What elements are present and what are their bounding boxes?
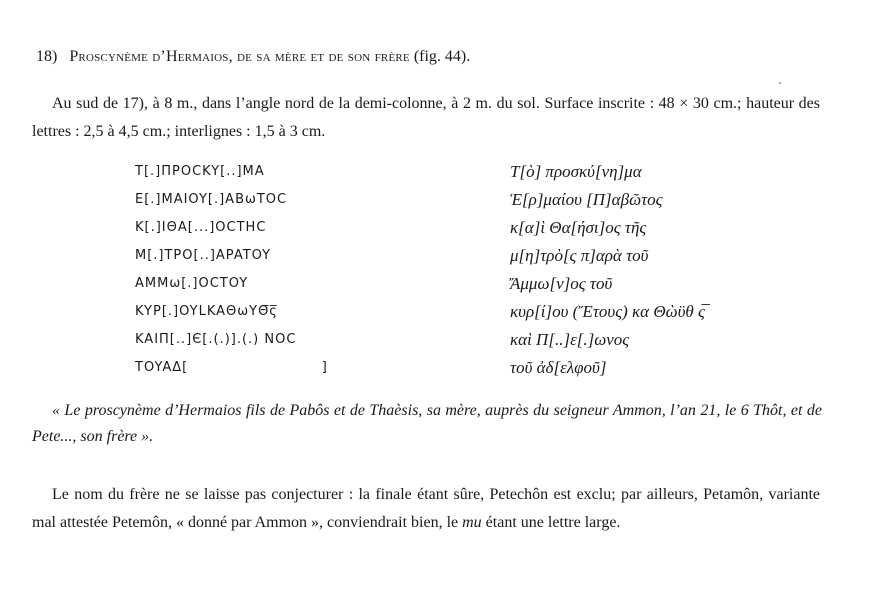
transcription-line-right: μ[η]τρὸ[ς π]αρὰ τοῦ — [510, 246, 649, 265]
section-title: Proscynème d’Hermaios, de sa mère et de son frère — [69, 48, 410, 65]
inscription-line-left: M[.]TPO[..]APATOY — [135, 248, 272, 263]
inscription-line-left: KYP[.]OYLKAΘωYΘ̅ς̅ — [135, 304, 278, 319]
commentary-mu: mu — [462, 514, 482, 531]
translation-text: « Le proscynème d’Hermaios fils de Pabôs et de Thaèsis, sa mère, auprès du seigneur Ammon, l’an 21, le 6 Thôt, et de Pete..., son frère ». — [32, 402, 822, 445]
transcription-line-right: Ἄμμω[ν]ος τοῦ — [510, 274, 613, 293]
translation-paragraph — [32, 398, 822, 450]
paper-speck — [779, 82, 781, 84]
commentary-paragraph — [32, 481, 820, 537]
inscription-line-left: T[.]ΠPOCKY[..]MA — [135, 164, 265, 179]
figure-reference: (fig. 44). — [413, 48, 471, 65]
inscription-line-left: K[.]IΘA[...]OCTHC — [135, 220, 267, 235]
inscription-line-left: AMMω[.]OCTOY — [135, 276, 249, 291]
transcription-line-right: κ[α]ὶ Θα[ήσι]ος τῆς — [510, 218, 647, 237]
description-paragraph — [32, 90, 820, 146]
commentary-text-start: Le nom du frère ne se laisse pas conjecturer : la finale étant sûre, Petechôn est exclu; par ailleurs, Petamôn, variante mal attestée Petemôn, « donné par Ammon », conviendrait bien, le — [32, 486, 820, 531]
commentary-text-end: étant une lettre large. — [481, 514, 621, 531]
transcription-line-right: Ἑ[ρ]μαίου [Π]αβῶτος — [510, 190, 663, 209]
inscription-line-left: TOYAΔ[ ] — [135, 360, 328, 375]
section-heading — [36, 48, 470, 66]
section-number: 18) — [36, 48, 58, 65]
inscription-line-left: E[.]MAIOY[.]ABωTOC — [135, 192, 288, 207]
transcription-line-right: καὶ Π[..]ε[.]ωνος — [510, 330, 630, 349]
inscription-line-left: KAIΠ[..]Є[.(.)].(.) NOC — [135, 332, 297, 347]
transcription-line-right: τοῦ ἀδ[ελφοῦ] — [510, 358, 607, 377]
transcription-line-right: κυρ[ί]ου (Ἔτους) κα Θὼϋθ ς̅ — [510, 302, 705, 321]
description-text: Au sud de 17), à 8 m., dans l’angle nord de la demi-colonne, à 2 m. du sol. Surface inscrite : 48 × 30 cm.; hauteur des lettres : 2,5 à 4,5 cm.; interlignes : 1,5 à 3 cm. — [32, 95, 820, 140]
transcription-line-right: T[ὸ] προσκύ[νη]μα — [510, 162, 642, 181]
